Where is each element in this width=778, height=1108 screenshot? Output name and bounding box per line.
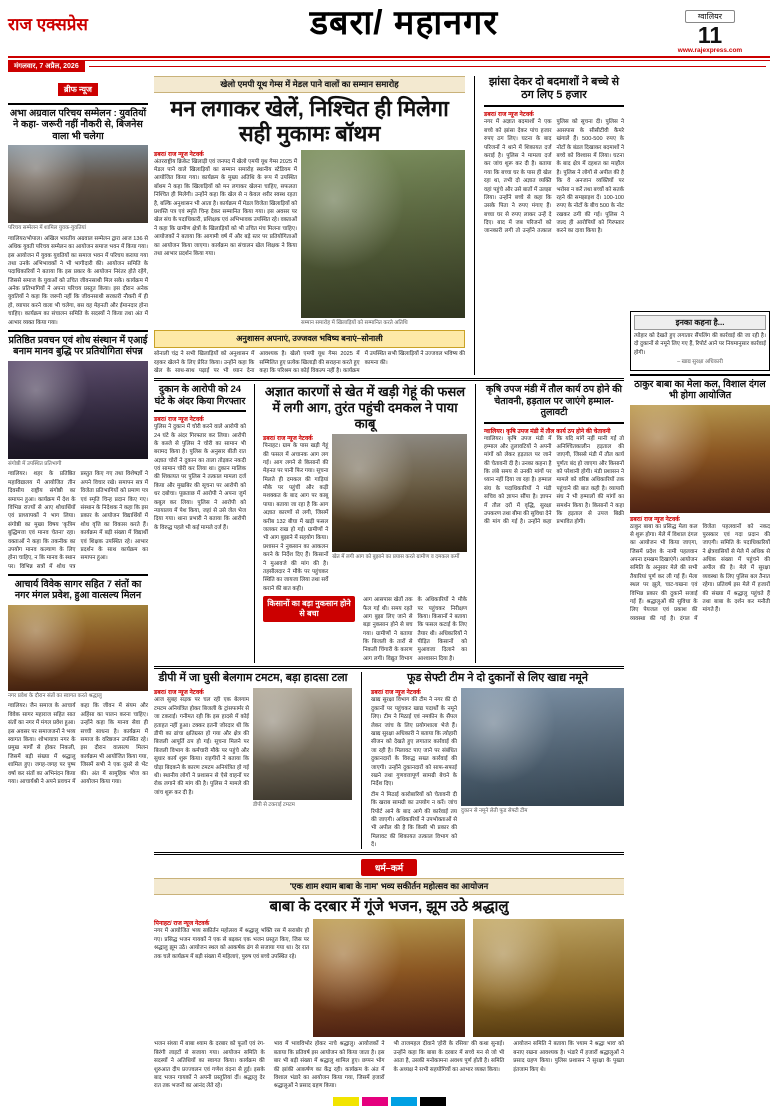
lead-byline: डबरा/ राज न्यूज नेटवर्क xyxy=(154,151,204,158)
fire-body2-wrap xyxy=(363,596,467,663)
arrest-story xyxy=(154,384,246,663)
masthead-left xyxy=(8,6,158,35)
quote-box-body: त्योहार को देखते हुए लगातार सैंपलिंग की कार्रवाई की जा रही है। दो दुकानों से नमूने लिए गए हैं, रिपोर्ट आने पर नियमानुसार कार्रवाई होगी। xyxy=(634,333,766,356)
rule xyxy=(630,374,770,376)
lead-photo-col xyxy=(301,150,465,328)
color-registration-strip xyxy=(0,1097,778,1106)
masthead-center xyxy=(158,6,650,40)
lead-story xyxy=(154,76,465,375)
fire-photo-col xyxy=(332,434,467,593)
city-tag: ग्वालियर xyxy=(685,10,735,23)
dharm-col4: भी ताजमहल दीवाने 'होरी के रसिया' की कथा सुनाई। उन्होंने कहा कि बाबा के दरबार में सच्चे मन से जो भी आता है, उसकी मनोकामना अवश्य पूर्ण होती है। समिति के अध्यक्ष ने सभी सहयोगियों का आभार व्यक्त किया। xyxy=(393,1041,505,1073)
dharm-col2-wrap xyxy=(154,1040,265,1090)
photo-caption-4: सम्मान समारोह में खिलाड़ियों को सम्मानित करते अतिथि xyxy=(301,319,408,326)
fire-pullquote-wrap xyxy=(263,596,355,663)
food-row xyxy=(371,688,624,849)
masthead-right xyxy=(650,6,770,54)
color-swatch-black xyxy=(420,1097,446,1106)
dharm-text-row xyxy=(154,1040,624,1090)
photo-nagar-pravesh xyxy=(8,605,148,691)
column-right xyxy=(630,76,770,1091)
column-left xyxy=(8,76,148,1091)
lead-kicker: खेलो एमपी यूथ गेम्स में मेडल पाने वालों का सम्मान समारोह xyxy=(154,76,465,93)
right-last-byline: डबरा/ राज न्यूज नेटवर्क xyxy=(630,516,680,523)
dharm-byline: पिनाहट/ राज न्यूज नेटवर्क xyxy=(154,921,210,928)
photo-bhajan-2 xyxy=(473,919,624,1037)
rule xyxy=(154,378,624,381)
dharm-col5-wrap xyxy=(513,1040,624,1090)
quote-box xyxy=(630,311,770,371)
rule xyxy=(154,852,624,855)
rule xyxy=(484,105,624,107)
vertical-rule xyxy=(361,672,362,849)
top-right-headline: झांसा देकर दो बदमाशों ने बच्चे से ठग लिए 5 हजार xyxy=(488,76,620,102)
arrest-body: पुलिस ने दुकान में चोरी करने वाले आरोपी को 24 घंटे के अंदर गिरफ्तार कर लिया। आरोपी के कब्जे से पुलिस ने चोरी का सामान भी बरामद किया है। पुलिस के अनुसार बीती रात अज्ञात चोरों ने दुकान का ताला तोड़कर नकदी एवं सामान चोरी कर लिया था। दुकान मालिक की शिकायत पर पुलिस ने तत्काल मामला दर्ज किया और मुखबिर की सूचना पर आरोपी को धर दबोचा। पूछताछ में आरोपी ने अपना जुर्म कबूल कर लिया। पुलिस ने आरोपी को न्यायालय में पेश किया, जहां से उसे जेल भेज दिया गया। थाना प्रभारी ने बताया कि आरोपी के विरुद्ध पहले भी कई मामले दर्ज हैं। xyxy=(154,424,246,531)
food-story xyxy=(371,672,624,849)
dharm-kicker: 'एक शाम श्याम बाबा के नाम' भव्य सकीर्तन महोत्सव का आयोजन xyxy=(154,878,624,895)
top-right-story xyxy=(484,76,624,375)
top-block xyxy=(154,76,624,375)
dp-story xyxy=(154,672,352,849)
dharm-col3: भाव में भावविभोर होकर नाचे श्रद्धालु। आयोजकों ने बताया कि प्रतिवर्ष इस आयोजन को किया जाता है। इस बार भी बड़ी संख्या में श्रद्धालु शामिल हुए। छप्पन भोग की झांकी आकर्षण का केंद्र रही। कार्यक्रम के अंत में विशाल भंडारे का आयोजन किया गया, जिसमें हजारों श्रद्धालुओं ने प्रसाद ग्रहण किया। xyxy=(273,1041,385,1090)
dp-row xyxy=(154,688,352,810)
right-spacer-top xyxy=(630,76,770,308)
fire-pullquote: किसानों का बड़ा नुकसान होने से बचा xyxy=(263,596,355,622)
dharm-ribbon-wrap xyxy=(154,858,624,876)
color-swatch-magenta xyxy=(362,1097,388,1106)
website-url[interactable]: www.rajexpress.com xyxy=(677,47,743,54)
photo-caption-7: दुकान से नमूने लेती फूड सेफ्टी टीम xyxy=(461,808,528,815)
photo-khet-aag xyxy=(332,434,467,552)
right-last-headline: ठाकुर बाबा का मेला कल, विशाल दंगल भी होगा आयोजित xyxy=(634,378,766,402)
brief-body: ग्वालियर/भोपाल। अखिल भारतीय अग्रवाल सम्मेलन द्वारा आज 136 से अधिक युवती परिचय सम्मेलन का आयोजन समाज भवन में किया गया। इस आयोजन में युवक युवतियों का समाज भवन में परिचय कराया गया तथा उनके अभिभावकों ने भी भागीदारी की। आयोजन समिति के पदाधिकारियों ने बताया कि इस प्रकार के आयोजन निरंतर होते रहेंगे, जिससे समाज के युवाओं को उचित जीवनसाथी मिल सके। कार्यक्रम में अनेक प्रतिभागियों ने अपना परिचय प्रस्तुत किया। इस दौरान अनेक युवतियों ने कहा कि जरूरी नहीं कि जीवनसाथी सरकारी नौकरी में ही हो, व्यापार करने वाला भी चलेगा, बस वह मेहनती और ईमानदार होना चाहिए। कार्यक्रम का संचालन समिति के सदस्यों ने किया तथा अंत में आभार व्यक्त किया गया। xyxy=(8,235,148,326)
dharm-photo-row xyxy=(154,919,624,1037)
rule xyxy=(8,330,148,332)
right-last-body: ठाकुर बाबा का प्रसिद्ध मेला कल से शुरू होगा। मेले में विशाल दंगल का आयोजन भी किया जाएगा, जिसमें प्रदेश के नामी पहलवान अपना दमखम दिखाएंगे। आयोजन समिति के अनुसार मेले की सभी तैयारियां पूर्ण कर ली गई हैं। मेला स्थल पर झूले, चाट-चखना एवं विभिन्न प्रकार की दुकानें सजाई गई हैं। श्रद्धालुओं की सुविधा के लिए पेयजल एवं प्रकाश की व्यवस्था की गई है। दंगल में विजेता पहलवानों को नकद पुरस्कार एवं गदा प्रदान की जाएगी। समिति के पदाधिकारियों ने क्षेत्रवासियों से मेले में अधिक से अधिक संख्या में पहुंचने की अपील की है। मेले में सुरक्षा व्यवस्था के लिए पुलिस बल तैनात रहेगा। प्रतिवर्ष इस मेले में हजारों की संख्या में श्रद्धालु पहुंचते हैं तथा बाबा के दर्शन कर मनौती मांगते हैं। xyxy=(630,523,770,622)
photo-sangoshthi xyxy=(8,361,148,459)
dharm-photo-1-wrap xyxy=(313,919,464,1037)
dharm-col3-wrap xyxy=(274,1040,385,1090)
publication-date: मंगलवार, 7 अप्रैल, 2026 xyxy=(8,61,85,72)
dp-text-col xyxy=(154,688,249,810)
lower-block xyxy=(154,672,624,849)
brief-news-label: ब्रीफ न्यूज xyxy=(58,83,98,96)
food-headline: फूड सेफ्टी टीम ने दो दुकानों से लिए खाद्य नमूने xyxy=(407,672,588,685)
dharm-photo-2-wrap xyxy=(473,919,624,1037)
column-middle xyxy=(154,76,624,1091)
quote-box-header: इनका कहना है... xyxy=(634,315,766,330)
photo-tamtam xyxy=(253,688,352,800)
dharm-col2: भजन संध्या में बाबा श्याम के दरबार को फूलों एवं रंग-बिरंगी लाइटों से सजाया गया। आयोजन समिति के सदस्यों ने अतिथियों का स्वागत किया। कार्यक्रम की शुरुआत दीप प्रज्ज्वलन एवं गणेश वंदना से हुई। इसके बाद भजन गायकों ने अपनी प्रस्तुतियां दीं। श्रद्धालु देर रात तक भजनों का आनंद लेते रहे। xyxy=(154,1041,265,1090)
middle-block xyxy=(154,384,624,663)
lead-headline: मन लगाकर खेलें, निश्चित ही मिलेगा सही मुकामः बॉथम xyxy=(170,96,449,147)
rule xyxy=(484,422,624,424)
story2-body: ग्वालियर। शहर के प्रतिष्ठित महाविद्यालय में आयोजित तीन दिवसीय राष्ट्रीय संगोष्ठी का समापन हुआ। कार्यक्रम में देश के विभिन्न राज्यों से आए शोधार्थियों एवं प्राध्यापकों ने भाग लिया। संगोष्ठी का मुख्य विषय 'कृत्रिम बुद्धिमत्ता एवं मानव चेतना' रहा। वक्ताओं ने कहा कि तकनीक का उपयोग मानव कल्याण के लिए होना चाहिए, न कि मानव के स्थान पर। विभिन्न सत्रों में शोध पत्र प्रस्तुत किए गए तथा विशेषज्ञों ने अपने विचार रखे। समापन सत्र में विजेता प्रतिभागियों को प्रमाण पत्र एवं स्मृति चिन्ह प्रदान किए गए। संस्थान के निदेशक ने कहा कि इस प्रकार के आयोजन विद्यार्थियों में शोध वृत्ति का विकास करते हैं। कार्यक्रम में बड़ी संख्या में विद्यार्थी एवं शिक्षक उपस्थित रहे। आभार प्रदर्शन के साथ कार्यक्रम का समापन हुआ। xyxy=(8,471,148,570)
fire-body: पिनाहट। ग्राम के पास खड़ी गेहूं की फसल में अचानक आग लग गई। आग लगने से किसानों की मेहनत पर पानी फिर गया। सूचना मिलते ही दमकल की गाड़ियां मौके पर पहुंचीं और कड़ी मशक्कत के बाद आग पर काबू पाया। बताया जा रहा है कि आग अज्ञात कारणों से लगी, जिसमें करीब 132 बीघा में खड़ी फसल जलकर राख हो गई। ग्रामीणों ने भी आग बुझाने में सहयोग किया। प्रशासन ने नुकसान का आकलन करने के निर्देश दिए हैं। किसानों ने मुआवजे की मांग की है। तहसीलदार ने मौके पर पहुंचकर स्थिति का जायजा लिया तथा सर्वे कराने की बात कही। xyxy=(263,443,329,592)
dp-byline: डबरा/ राज न्यूज नेटवर्क xyxy=(154,690,204,697)
arrest-headline: दुकान के आरोपी को 24 घंटे के अंदर किया गिरफ्तार xyxy=(154,384,246,407)
fire-headline: अज्ञात कारणों से खेत में खड़ी गेहूं की फसल में लगी आग, तुरंत पहुंची दमकल ने पाया काबू xyxy=(264,384,466,431)
food-text-col xyxy=(371,688,457,849)
vertical-rule xyxy=(474,76,475,375)
dharm-headline: बाबा के दरबार में गूंजे भजन, झूम उठे श्रद्धालु xyxy=(269,898,509,916)
photo-caption-5: खेत में लगी आग को बुझाने का प्रयास करते ग्रामीण व दमकल कर्मी xyxy=(332,554,460,561)
lead-content-row xyxy=(154,150,465,328)
fire-body2: आग आसपास खेतों तक फैल गई थी। समय रहते आग बुझा लिए जाने से बड़ा नुकसान होने से बच गया। ग्रामीणों ने बताया कि बिजली के तारों से निकली चिंगारी के कारण आग लगी। विद्युत विभाग के अधिकारियों ने मौके पर पहुंचकर निरीक्षण किया। किसानों ने बताया कि फसल कटाई के लिए तैयार थी। अधिकारियों ने पीड़ित किसानों को मुआवजा दिलाने का आश्वासन दिया है। xyxy=(363,597,467,662)
section-ribbon-dharm: धर्म–कर्म xyxy=(361,859,417,876)
color-swatch-yellow xyxy=(333,1097,359,1106)
rule xyxy=(8,574,148,576)
top-right-byline: डबरा/ राज न्यूज नेटवर्क xyxy=(484,112,534,119)
story3-headline: आचार्य विवेक सागर सहित 7 संतों का नगर मंगल प्रवेश, हुआ वात्सल्य मिलन xyxy=(14,579,142,602)
rule xyxy=(154,410,246,412)
fire-text-col xyxy=(263,434,328,593)
food-photo-col xyxy=(461,688,624,849)
photo-caption-2: संगोष्ठी में उपस्थित प्रतिभागी xyxy=(8,460,62,467)
page-title: डबरा/ महानगर xyxy=(309,4,499,42)
fire-byline: डबरा/ राज न्यूज नेटवर्क xyxy=(263,436,313,443)
photo-food-team xyxy=(461,688,624,806)
mandi-headline: कृषि उपज मंडी में तौल कार्य ठप होने की चेतावनी, हड़ताल पर जाएंगे हम्माल-तुलावटी xyxy=(486,384,622,419)
top-right-body: नगर में अज्ञात बदमाशों ने एक बच्चे को झांसा देकर पांच हजार रुपए ठग लिए। घटना के बाद परिजनों ने थाने में शिकायत दर्ज कराई है। पुलिस ने मामला दर्ज कर जांच शुरू कर दी है। बताया गया कि बच्चा घर के पास ही खेल रहा था, तभी दो अज्ञात व्यक्ति वहां पहुंचे और उसे बातों में उलझा लिया। उन्होंने बच्चे से कहा कि उसके पिता ने रुपए मंगाए हैं। बच्चा घर से रुपए लाकर उन्हें दे दिए। बाद में जब परिजनों को जानकारी लगी तो उन्होंने तत्काल पुलिस को सूचना दी। पुलिस ने आसपास के सीसीटीवी कैमरे खंगाले हैं। 500-500 रुपए के नोटों के बंडल दिखाकर बदमाशों ने बच्चे को विश्वास में लिया। घटना के बाद क्षेत्र में दहशत का माहौल है। पुलिस ने लोगों से अपील की है कि वे अनजान व्यक्तियों पर भरोसा न करें तथा बच्चों को सतर्क रहने की समझाइश दें। 100-100 रुपए के नोटों के बीच 500 के नोट रखकर ठगी की गई। पुलिस ने जल्द ही आरोपियों को गिरफ्तार करने का दावा किया है। xyxy=(484,119,624,235)
color-swatch-cyan xyxy=(391,1097,417,1106)
rule xyxy=(154,666,624,669)
lead-pullquote: अनुशासन अपनाएं, उज्जवल भविष्य बनाएं–सोनाली xyxy=(154,330,465,348)
rule xyxy=(8,103,148,105)
date-bar xyxy=(8,60,770,72)
photo-samaroh xyxy=(8,145,148,223)
fire-bottom-row xyxy=(263,596,467,663)
publication-logo: राज एक्सप्रेस xyxy=(8,15,88,34)
masthead xyxy=(8,6,770,58)
fire-story xyxy=(263,384,467,663)
dharm-text-col xyxy=(154,919,309,1037)
dharm-col5: आयोजन समिति ने बताया कि 'श्याम ने श्रद्धा भाव' को बनाए रखना आवश्यक है। भंडारे में हजारों श्रद्धालुओं ने प्रसाद ग्रहण किया। पुलिस प्रशासन ने सुरक्षा के पुख्ता इंतजाम किए थे। xyxy=(513,1041,624,1073)
quote-box-attrib: – खाद्य सुरक्षा अधिकारी xyxy=(677,359,723,366)
arrest-byline: डबरा/ राज न्यूज नेटवर्क xyxy=(154,417,204,424)
mandi-story xyxy=(484,384,624,663)
mandi-byline: ग्वालियर। कृषि उपज मंडी में तौल कार्य ठप होने की चेतावनी xyxy=(484,428,611,435)
lead-text-col xyxy=(154,150,297,328)
dharm-section xyxy=(154,858,624,1090)
photo-khel-samman xyxy=(301,150,465,318)
dharm-col1: नगर में आयोजित भव्य सकीर्तन महोत्सव में श्रद्धालु भक्ति रस में सराबोर हो गए। प्रसिद्ध भजन गायकों ने एक से बढ़कर एक भजन प्रस्तुत किए, जिस पर श्रद्धालु झूम उठे। आयोजन स्थल को आकर्षक ढंग से सजाया गया था। देर रात तक चले कार्यक्रम में बड़ी संख्या में महिलाएं, पुरुष एवं बच्चे उपस्थित रहे। xyxy=(154,928,310,960)
brief-news-header xyxy=(8,79,148,97)
photo-thakur-baba xyxy=(630,405,770,513)
story2-headline: प्रतिष्ठित प्रवचन एवं शोध संस्थान में एआई बनाम मानव बुद्धि पर प्रतियोगिता संपन्न xyxy=(8,335,148,358)
lead-sub-body: सोनाली चंद्र ने सभी खिलाड़ियों को अनुशासन में रहकर खेलने के लिए प्रेरित किया। उन्होंने कहा कि खेल के साथ-साथ पढ़ाई पर भी ध्यान देना आवश्यक है। खेलो एमपी यूथ गेम्स 2025 में सम्मिलित हुए प्रत्येक खिलाड़ी की सराहना करते हुए कहा कि परिश्रम का कोई विकल्प नहीं है। कार्यक्रम में उपस्थित सभी खिलाड़ियों ने उज्जवल भविष्य की कामना की। xyxy=(154,351,465,374)
food-body2: टीम ने मिठाई कारोबारियों को चेतावनी दी कि खराब सामग्री का उपयोग न करें। जांच रिपोर्ट आने के बाद आगे की कार्रवाई तय की जाएगी। अधिकारियों ने उपभोक्ताओं से भी अपील की है कि किसी भी प्रकार की मिलावट की शिकायत तत्काल विभाग को दें। xyxy=(371,791,458,849)
dp-photo-col xyxy=(253,688,352,810)
dp-headline: डीपी में जा घुसी बेलगाम टमटम, बड़ा हादसा टला xyxy=(158,672,348,685)
dharm-col4-wrap xyxy=(394,1040,505,1090)
food-byline: डबरा/ राज न्यूज नेटवर्क xyxy=(371,690,421,697)
fire-row xyxy=(263,434,467,593)
vertical-rule xyxy=(254,384,255,663)
photo-caption-1: परिचय सम्मेलन में शामिल युवक-युवतियां xyxy=(8,225,87,232)
page-number: 11 xyxy=(697,22,723,48)
date-rule xyxy=(89,66,766,67)
photo-caption-6: डीपी से टकराई टमटम xyxy=(253,802,295,809)
lead-body: अंतरराष्ट्रीय क्रिकेट खिलाड़ी एवं जनपद में खेलो एमपी यूथ गेम्स 2025 में मेडल पाने वाले खिलाड़ियों का सम्मान समारोह स्थानीय स्टेडियम में आयोजित किया गया। कार्यक्रम के मुख्य अतिथि के रूप में उपस्थित बॉथम ने कहा कि खिलाड़ियों को मन लगाकर खेलना चाहिए, सफलता निश्चित ही मिलेगी। उन्होंने कहा कि खेल से न केवल शरीर स्वस्थ रहता है, बल्कि अनुशासन भी आता है। कार्यक्रम में मेडल विजेता खिलाड़ियों को प्रशस्ति पत्र एवं स्मृति चिन्ह देकर सम्मानित किया गया। इस अवसर पर खेल संघ के पदाधिकारी, प्रशिक्षक एवं अभिभावक उपस्थित रहे। वक्ताओं ने कहा कि ग्रामीण क्षेत्रों के खिलाड़ियों को भी उचित मंच मिलना चाहिए। आयोजकों ने बताया कि आगामी वर्ष में और बड़े स्तर पर प्रतियोगिताओं का आयोजन किया जाएगा। कार्यक्रम का संचालन खेल शिक्षक ने किया तथा आभार प्रदर्शन किया गया। xyxy=(154,158,298,257)
vertical-rule xyxy=(475,384,476,663)
photo-caption-3: नगर प्रवेश के दौरान संतों का स्वागत करते श्रद्धालु xyxy=(8,692,102,699)
photo-bhajan-1 xyxy=(313,919,464,1037)
dp-body: आज सुबह सड़क पर चल रही एक बेलगाम टमटम अनियंत्रित होकर बिजली के ट्रांसफार्मर से जा टकराई। गनीमत रही कि इस हादसे में कोई हताहत नहीं हुआ। टक्कर इतनी जोरदार थी कि डीपी का ढांचा क्षतिग्रस्त हो गया और क्षेत्र की बिजली आपूर्ति ठप हो गई। सूचना मिलने पर बिजली विभाग के कर्मचारी मौके पर पहुंचे और सुधार कार्य शुरू किया। राहगीरों ने बताया कि घोड़ा बिदकने के कारण टमटम अनियंत्रित हो गई थी। स्थानीय लोगों ने प्रशासन से ऐसे वाहनों पर रोक लगाने की मांग की है। पुलिस ने मामले की जांच शुरू कर दी है। xyxy=(154,697,250,796)
food-body: खाद्य सुरक्षा विभाग की टीम ने नगर की दो दुकानों पर पहुंचकर खाद्य पदार्थों के नमूने लिए। टीम ने मिठाई एवं नमकीन के सैंपल लेकर जांच के लिए प्रयोगशाला भेजे हैं। खाद्य सुरक्षा अधिकारी ने बताया कि त्योहारी सीजन को देखते हुए लगातार कार्रवाई की जा रही है। मिलावट पाए जाने पर संबंधित दुकानदारों के विरुद्ध सख्त कार्रवाई की जाएगी। उन्होंने दुकानदारों को साफ-सफाई रखने तथा गुणवत्तापूर्ण सामग्री बेचने के निर्देश दिए। xyxy=(371,697,458,788)
brief-headline: अभा अग्रवाल परिचय सम्मेलन : युवतियों ने कहा- जरूरी नहीं नौकरी से, बिजनेस वाला भी चलेगा xyxy=(9,108,147,142)
story3-body: ग्वालियर। जैन समाज के आचार्य विवेक सागर महाराज सहित सात संतों का नगर में मंगल प्रवेश हुआ। इस अवसर पर समाजजनों ने भव्य स्वागत किया। शोभायात्रा नगर के प्रमुख मार्गों से होकर निकली, जिसमें बड़ी संख्या में श्रद्धालु शामिल हुए। जगह-जगह पर पुष्प वर्षा कर संतों का अभिनंदन किया गया। आचार्यश्री ने अपने प्रवचन में कहा कि जीवन में संयम और अहिंसा का पालन करना चाहिए। उन्होंने कहा कि मानव सेवा ही सच्ची साधना है। कार्यक्रम में समाज के वरिष्ठजन उपस्थित रहे। इस दौरान वात्सल्य मिलन कार्यक्रम भी आयोजित किया गया, जिसमें सभी ने एक दूसरे से भेंट की। अंत में सामूहिक भोज का आयोजन किया गया। xyxy=(8,703,148,785)
mandi-body: ग्वालियर। कृषि उपज मंडी में हम्माल और तुलावटियों ने अपनी मांगों को लेकर हड़ताल पर जाने की चेतावनी दी है। उनका कहना है कि लंबे समय से उनकी मांगों पर ध्यान नहीं दिया जा रहा है। हम्माल संघ के पदाधिकारियों ने मंडी सचिव को ज्ञापन सौंपा है। ज्ञापन में तौल दरों में वृद्धि, सुरक्षा उपकरण तथा बीमा की सुविधा देने की मांग की गई है। उन्होंने कहा कि यदि मांगें नहीं मानी गईं तो अनिश्चितकालीन हड़ताल की जाएगी, जिससे मंडी में तौल कार्य पूर्णतः बंद हो जाएगा और किसानों को परेशानी होगी। मंडी प्रशासन ने मामले को वरिष्ठ अधिकारियों तक पहुंचाने की बात कही है। व्यापारी संघ ने भी हम्मालों की मांगों का समर्थन किया है। किसानों ने कहा कि हड़ताल से उपज बिक्री प्रभावित होगी। xyxy=(484,435,624,526)
content-grid xyxy=(8,76,770,1091)
